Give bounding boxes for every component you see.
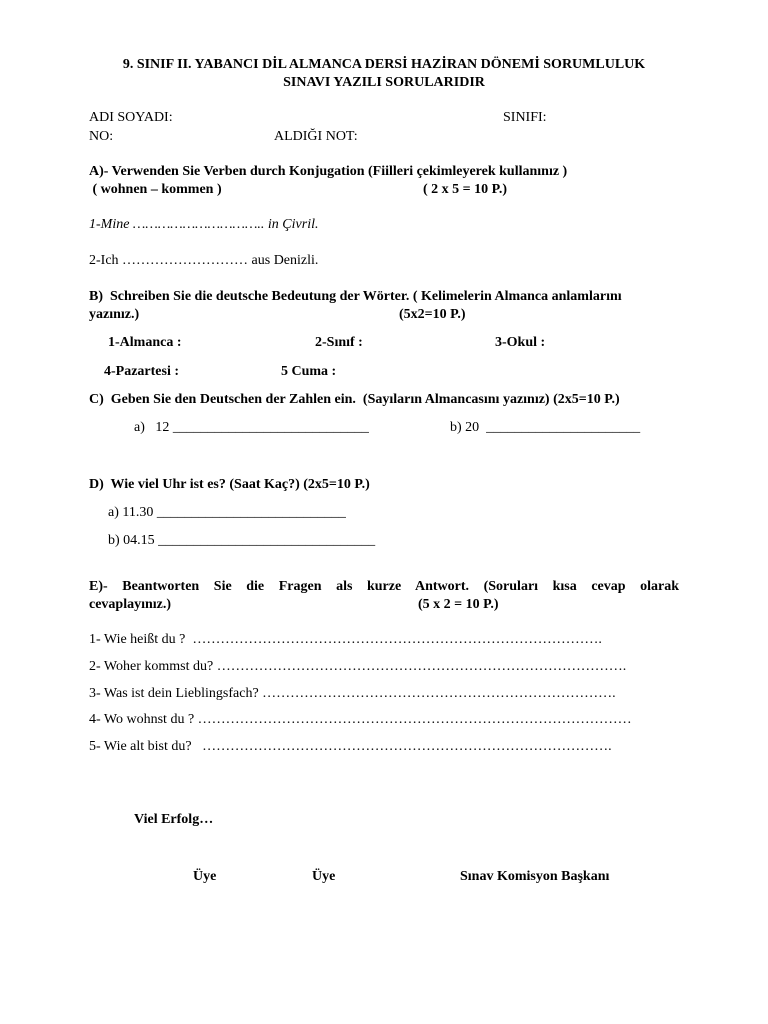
name-label: ADI SOYADI: bbox=[89, 110, 173, 125]
section-b-word-3: 3-Okul : bbox=[495, 335, 546, 350]
section-e-question-1: 1- Wie heißt du ? ……………………………………………………………………………. bbox=[89, 632, 602, 647]
section-b-points: (5x2=10 P.) bbox=[399, 307, 466, 322]
section-b-title-cont: yazınız.) bbox=[89, 307, 140, 322]
title-line-1: 9. SINIF II. YABANCI DİL ALMANCA DERSİ HAZİRAN DÖNEMİ SORUMLULUK bbox=[122, 57, 646, 72]
section-c-item-b: b) 20 ______________________ bbox=[450, 420, 641, 435]
section-e-title: E)- Beantworten Sie die Fragen als kurze Antwort. (Soruları kısa cevap olarak bbox=[89, 579, 679, 594]
signature-member-1: Üye bbox=[193, 869, 217, 884]
section-a-question-1: 1-Mine ………………………….. in Çivril. bbox=[89, 217, 319, 232]
section-c-title: C) Geben Sie den Deutschen der Zahlen ein. (Sayıların Almancasını yazınız) (2x5=10 P.) bbox=[89, 392, 620, 407]
section-e-question-2: 2- Woher kommst du? ……………………………………………………………………………. bbox=[89, 659, 627, 674]
section-a-points: ( 2 x 5 = 10 P.) bbox=[423, 182, 508, 197]
section-b-word-4: 4-Pazartesi : bbox=[104, 364, 180, 379]
closing-text: Viel Erfolg… bbox=[134, 812, 214, 827]
section-a-title: A)- Verwenden Sie Verben durch Konjugation (Fiilleri çekimleyerek kullanınız ) bbox=[89, 164, 568, 179]
section-b-word-1: 1-Almanca : bbox=[108, 335, 182, 350]
section-d-item-b: b) 04.15 _______________________________ bbox=[108, 533, 376, 548]
title-line-2: SINAVI YAZILI SORULARIDIR bbox=[283, 75, 485, 90]
section-e-question-4: 4- Wo wohnst du ? ………………………………………………………………………………… bbox=[89, 712, 632, 727]
section-b-word-5: 5 Cuma : bbox=[281, 364, 337, 379]
section-e-points: (5 x 2 = 10 P.) bbox=[418, 597, 499, 612]
section-a-verbs: ( wohnen – kommen ) bbox=[89, 182, 222, 197]
section-e-question-5: 5- Wie alt bist du? ……………………………………………………………………………. bbox=[89, 739, 612, 754]
signature-member-2: Üye bbox=[312, 869, 336, 884]
section-b-title: B) Schreiben Sie die deutsche Bedeutung der Wörter. ( Kelimelerin Almanca anlamlarını bbox=[89, 289, 622, 304]
class-label: SINIFI: bbox=[503, 110, 547, 125]
grade-label: ALDIĞI NOT: bbox=[274, 129, 358, 144]
section-d-title: D) Wie viel Uhr ist es? (Saat Kaç?) (2x5=10 P.) bbox=[89, 477, 370, 492]
number-label: NO: bbox=[89, 129, 114, 144]
section-d-item-a: a) 11.30 ___________________________ bbox=[108, 505, 346, 520]
section-e-question-3: 3- Was ist dein Lieblingsfach? …………………………………………………………………. bbox=[89, 686, 616, 701]
section-b-word-2: 2-Sınıf : bbox=[315, 335, 363, 350]
section-a-question-2: 2-Ich ……………………… aus Denizli. bbox=[89, 253, 319, 268]
section-e-title-cont: cevaplayınız.) bbox=[89, 597, 172, 612]
signature-chair: Sınav Komisyon Başkanı bbox=[460, 869, 610, 884]
section-c-item-a: a) 12 ____________________________ bbox=[134, 420, 369, 435]
